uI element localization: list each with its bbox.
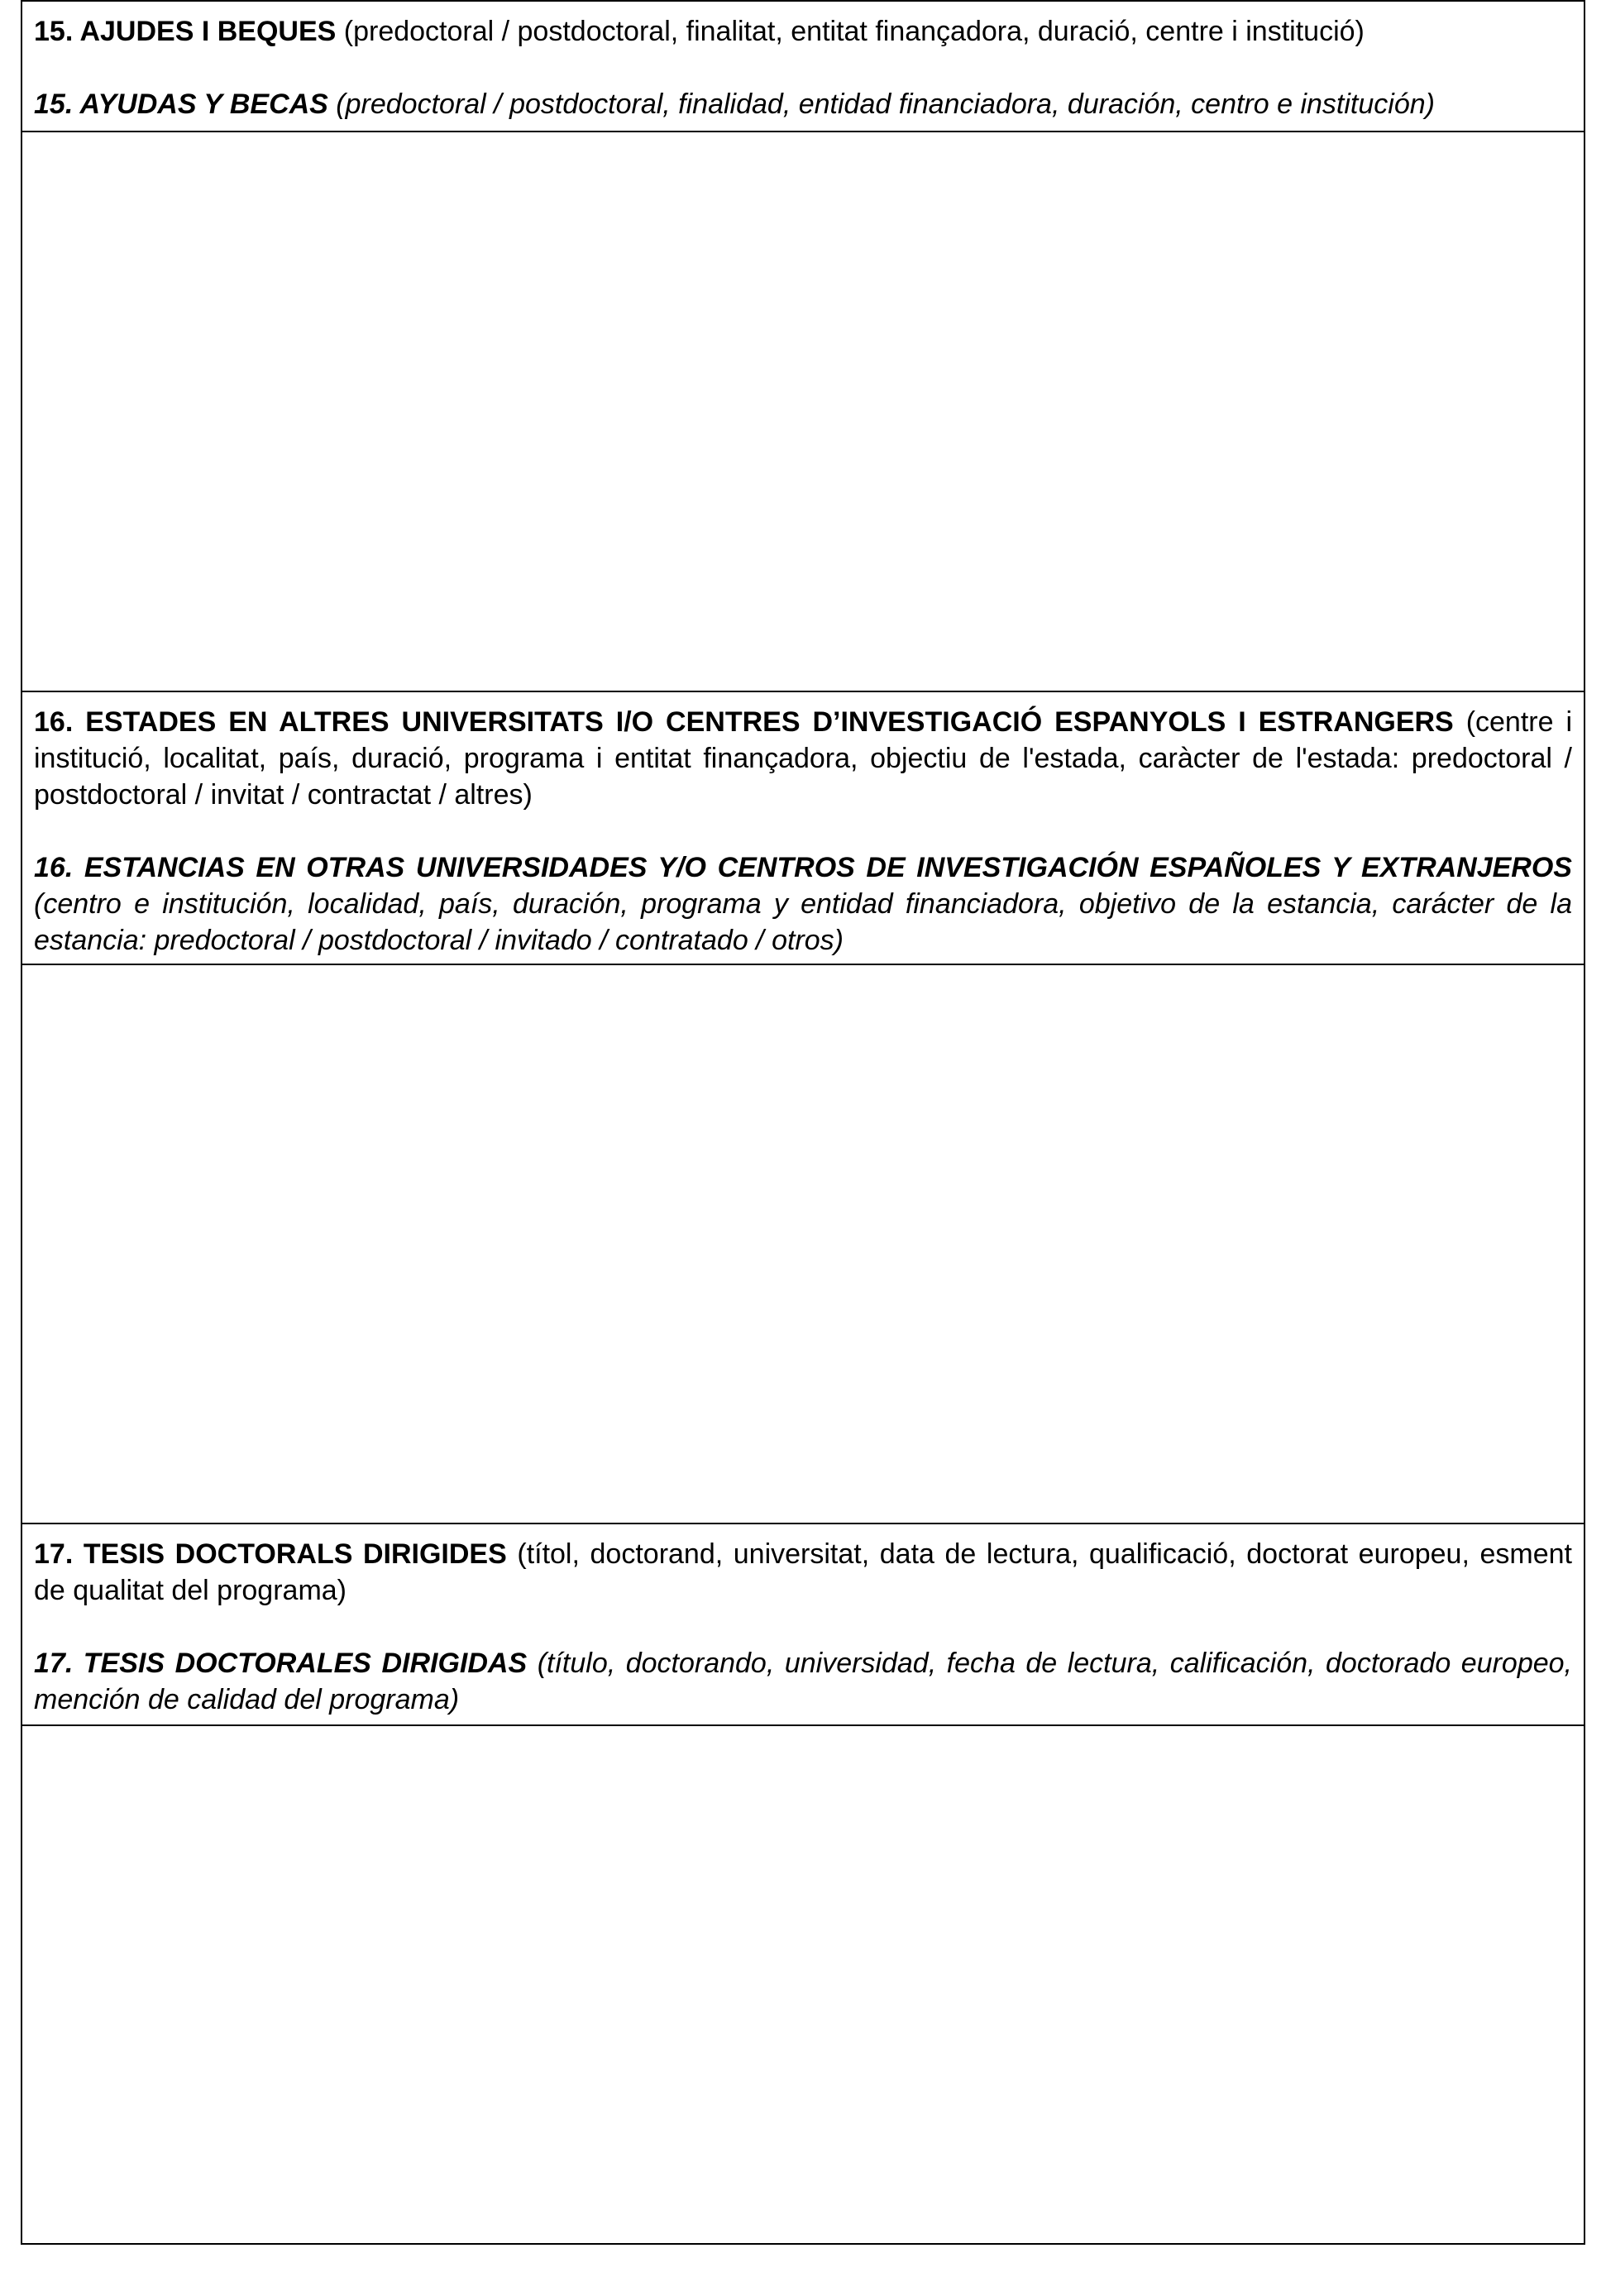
- section-17-entry-area[interactable]: [22, 1726, 1584, 2243]
- section-17-header: [22, 1524, 1584, 1726]
- section-17-catalan: [34, 1536, 1572, 1609]
- section-17-catalan-desc: (títol, doctorand, universitat, data de lectura, qualificació, doctorat europeu, esment de qualitat del programa): [34, 1538, 1572, 1606]
- section-16-entry-area[interactable]: [22, 965, 1584, 1524]
- section-16-spanish-title: 16. ESTANCIAS EN OTRAS UNIVERSIDADES Y/O CENTROS DE INVESTIGACIÓN ESPAÑOLES Y EXTRANJEROS: [34, 852, 1572, 883]
- section-15-entry-area[interactable]: [22, 132, 1584, 692]
- section-15-catalan-title: 15. AJUDES I BEQUES: [34, 16, 337, 47]
- section-15-catalan-desc: (predoctoral / postdoctoral, finalitat, entitat finançadora, duració, centre i institució): [336, 16, 1365, 47]
- section-15-spanish-title: 15. AYUDAS Y BECAS: [34, 88, 328, 120]
- section-17-spanish-desc: (título, doctorando, universidad, fecha de lectura, calificación, doctorado europeo, mención de calidad del programa): [34, 1648, 1572, 1715]
- section-17-catalan-title: 17. TESIS DOCTORALS DIRIGIDES: [34, 1538, 507, 1570]
- section-16-header: [22, 692, 1584, 965]
- section-16-catalan: [34, 704, 1572, 813]
- section-15-catalan: [34, 13, 1572, 50]
- section-16-catalan-desc: (centre i institució, localitat, país, duració, programa i entitat finançadora, objectiu de l'estada, caràcter de l'estada: predoctoral / postdoctoral / invitat / contractat / altres): [34, 706, 1572, 811]
- section-16-catalan-title: 16. ESTADES EN ALTRES UNIVERSITATS I/O CENTRES D’INVESTIGACIÓ ESPANYOLS I ESTRANGERS: [34, 706, 1454, 738]
- section-16-spanish-desc: (centro e institución, localidad, país, duración, programa y entidad financiadora, objetivo de la estancia, carácter de la estancia: predoctoral / postdoctoral / invitado / contratado / otros): [34, 888, 1572, 956]
- cv-form-table: [21, 0, 1585, 2245]
- section-15-header: [22, 2, 1584, 132]
- section-17-spanish-title: 17. TESIS DOCTORALES DIRIGIDAS: [34, 1648, 528, 1679]
- section-16-spanish: [34, 849, 1572, 959]
- section-17-spanish: [34, 1645, 1572, 1718]
- section-15-spanish-desc: (predoctoral / postdoctoral, finalidad, entidad financiadora, duración, centro e institución): [327, 88, 1435, 120]
- section-15-spanish: [34, 86, 1572, 122]
